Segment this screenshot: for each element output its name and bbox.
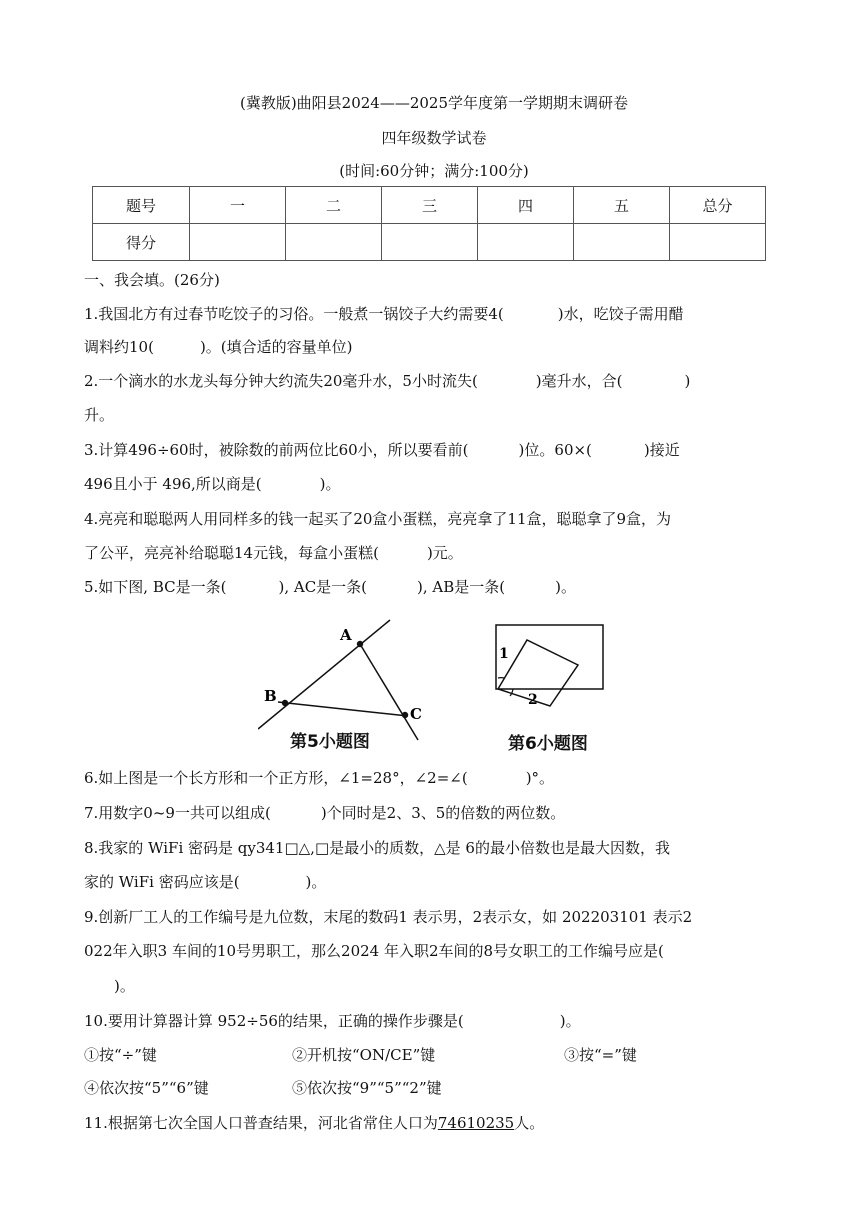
question-9-line-3: [84, 976, 794, 996]
question-text: ), AC是一条(: [278, 578, 368, 596]
score-table-cell: 总分: [670, 187, 766, 224]
question-2-line-1: [84, 371, 794, 391]
label-a: A: [340, 626, 352, 644]
question-8-line-1: 8.我家的 WiFi 密码是 qy341□△,□是最小的质数，△是 6的最小倍数也是最大因数，我: [84, 839, 670, 857]
angle-1-label: 1: [499, 646, 509, 662]
question-9-line-2: 022年入职3 车间的10号男职工，那么2024 年入职2车间的8号女职工的工作编号应是(: [84, 942, 664, 960]
point-c: [402, 712, 408, 718]
score-table: [92, 186, 766, 261]
question-10-line-1: [84, 1011, 794, 1031]
question-text: 家的 WiFi 密码应该是(: [84, 873, 240, 891]
question-text: 7.用数字0~9一共可以组成(: [84, 804, 271, 822]
point-b: [282, 700, 288, 706]
score-table-score-row: [93, 224, 766, 261]
label-b: B: [264, 687, 277, 705]
score-table-cell: 一: [190, 187, 286, 224]
score-input-cell[interactable]: [286, 224, 382, 261]
rectangle-shape: [496, 625, 603, 689]
score-input-cell[interactable]: [190, 224, 286, 261]
question-6-line-1: [84, 768, 794, 788]
ray-line: [360, 644, 418, 740]
question-9-line-1: 9.创新厂工人的工作编号是九位数，末尾的数码1 表示男，2表示女，如 202203101 表示2: [84, 908, 693, 926]
option-1: ①按“÷”键: [84, 1046, 157, 1064]
question-text: 10.要用计算器计算 952÷56的结果，正确的操作步骤是(: [84, 1012, 464, 1030]
question-text: )。: [305, 873, 327, 891]
question-text: 11.根据第七次全国人口普查结果，河北省常住人口为: [84, 1114, 438, 1132]
option-3: ③按“=”键: [564, 1046, 637, 1064]
figure-6-rect-square: [494, 622, 606, 710]
question-2-line-2: 升。: [84, 406, 115, 424]
question-5-line-1: [84, 577, 794, 597]
score-table-header-row: [93, 187, 766, 224]
question-text: ): [684, 372, 691, 390]
score-table-cell: 二: [286, 187, 382, 224]
score-table-cell: 三: [382, 187, 478, 224]
question-text: 人。: [514, 1114, 545, 1132]
score-table-cell: 四: [478, 187, 574, 224]
question-text: 496且小于 496,所以商是(: [84, 475, 262, 493]
point-a: [357, 641, 363, 647]
question-4-line-2: [84, 543, 794, 563]
question-text: 3.计算496÷60时，被除数的前两位比60小，所以要看前(: [84, 441, 469, 459]
exam-info: (时间:60分钟；满分:100分): [339, 162, 529, 180]
option-5: ⑤依次按“9”“5”“2”键: [292, 1079, 442, 1097]
question-text: )。: [555, 578, 577, 596]
question-3-line-1: [84, 440, 794, 460]
question-text: )接近: [643, 441, 680, 459]
question-text: 2.一个滴水的水龙头每分钟大约流失20毫升水，5小时流失(: [84, 372, 478, 390]
question-text: )。: [114, 977, 135, 995]
underlined-number: 74610235: [437, 1114, 515, 1132]
question-text: )毫升水，合(: [535, 372, 623, 390]
score-input-cell[interactable]: [478, 224, 574, 261]
exam-title: (冀教版)曲阳县2024——2025学年度第一学期期末调研卷: [239, 94, 629, 112]
exam-subtitle: 四年级数学试卷: [381, 129, 487, 147]
option-4: ④依次按“5”“6”键: [84, 1079, 209, 1097]
question-text: )水，吃饺子需用醋: [557, 305, 684, 323]
question-7-line-1: [84, 803, 794, 823]
question-text: 调料约10(: [84, 338, 154, 356]
question-text: 了公平，亮亮补给聪聪14元钱，每盒小蛋糕(: [84, 544, 379, 562]
question-text: )位。60×(: [518, 441, 592, 459]
option-2: ②开机按“ON/CE”键: [292, 1046, 436, 1064]
question-text: ), AB是一条(: [417, 578, 506, 596]
section-heading: 一、我会填。(26分): [84, 271, 220, 289]
score-table-cell: 五: [574, 187, 670, 224]
question-text: )。: [559, 1012, 581, 1030]
question-1-line-2: [84, 337, 794, 357]
score-input-cell[interactable]: [382, 224, 478, 261]
question-text: 5.如下图, BC是一条(: [84, 578, 227, 596]
question-text: )元。: [426, 544, 463, 562]
score-table-cell: 题号: [93, 187, 190, 224]
score-input-cell[interactable]: [574, 224, 670, 261]
question-1-line-1: [84, 304, 794, 324]
figure-6-caption: 第6小题图: [508, 734, 588, 754]
question-text: )个同时是2、3、5的倍数的两位数。: [320, 804, 566, 822]
question-4-line-1: 4.亮亮和聪聪两人用同样多的钱一起买了20盒小蛋糕，亮亮拿了11盒，聪聪拿了9盒，为: [84, 510, 672, 528]
question-11-line-1: [84, 1113, 794, 1133]
question-text: 1.我国北方有过春节吃饺子的习俗。一般煮一锅饺子大约需要4(: [84, 305, 504, 323]
question-text: )。: [319, 475, 341, 493]
question-text: )。(填合适的容量单位): [199, 338, 353, 356]
question-text: )°。: [525, 769, 555, 787]
figure-5-caption: 第5小题图: [290, 732, 370, 752]
question-text: 6.如上图是一个长方形和一个正方形，∠1=28°，∠2=∠(: [84, 769, 468, 787]
question-8-line-2: [84, 872, 794, 892]
score-input-cell[interactable]: [670, 224, 766, 261]
square-shape: [498, 640, 578, 706]
score-table-cell: 得分: [93, 224, 190, 261]
segment-line: [278, 702, 408, 716]
question-3-line-2: [84, 474, 794, 494]
label-c: C: [410, 705, 422, 723]
angle-2-label: 2: [528, 692, 538, 708]
